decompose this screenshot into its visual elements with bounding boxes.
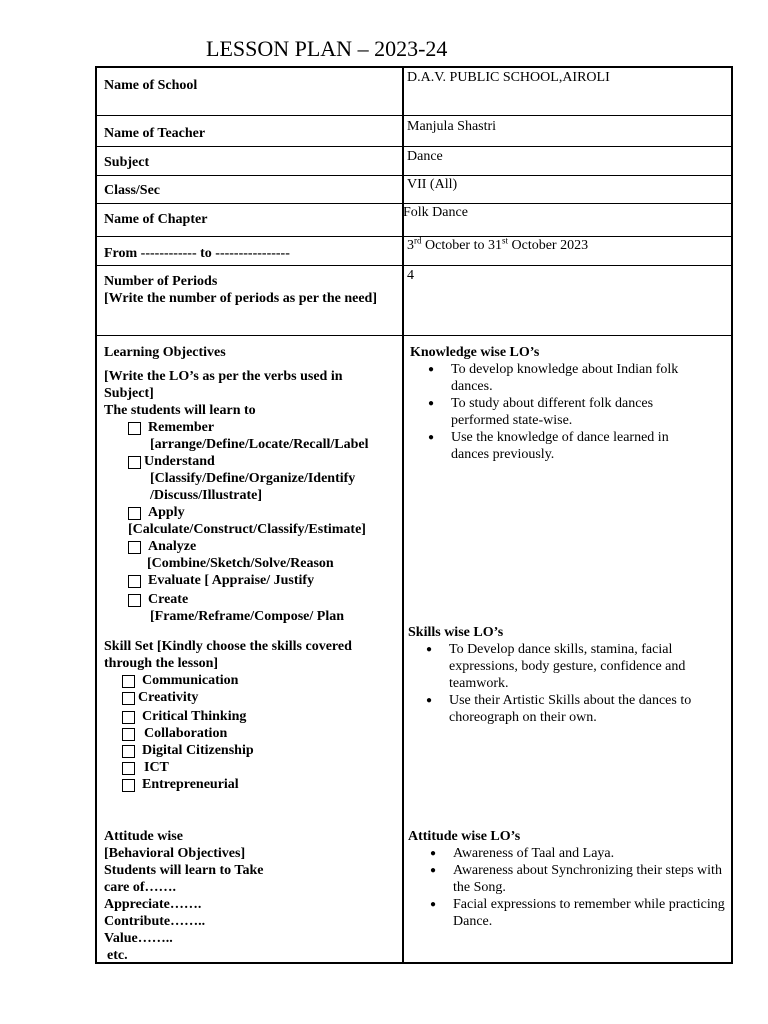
attitude-lo-item: ● Facial expressions to remember while practicing Dance. — [408, 896, 726, 930]
chapter-value: Folk Dance — [403, 205, 468, 220]
checkbox[interactable] — [122, 675, 135, 688]
attitude-line: etc. — [107, 948, 128, 963]
skills-lo-item: ● Use their Artistic Skills about the dances to choreograph on their own. — [408, 692, 698, 726]
level-evaluate: Evaluate [ Appraise/ Justify — [104, 572, 394, 589]
level-apply: Apply — [104, 504, 394, 521]
attitude-line: Students will learn to Take — [104, 863, 264, 878]
learning-objectives — [104, 344, 394, 625]
level-analyze: Analyze — [104, 538, 394, 555]
dates-label: From ------------ to ---------------- — [104, 246, 290, 261]
lo-heading: Learning Objectives — [104, 345, 226, 360]
checkbox[interactable] — [128, 594, 141, 607]
attitude-lo-item: ● Awareness about Synchronizing their steps with the Song. — [408, 862, 726, 896]
checkbox[interactable] — [122, 692, 135, 705]
class-value: VII (All) — [407, 177, 458, 192]
skill-communication: Communication — [104, 672, 364, 689]
checkbox[interactable] — [128, 575, 141, 588]
teacher-label: Name of Teacher — [104, 126, 206, 141]
level-create: Create — [104, 591, 394, 608]
knowledge-lo-item: ● Use the knowledge of dance learned in dances previously. — [410, 429, 680, 463]
row-divider — [97, 265, 731, 266]
subject-value: Dance — [407, 149, 443, 164]
skill-digital-citizenship: Digital Citizenship — [104, 742, 364, 759]
skill-collaboration: Collaboration — [104, 725, 364, 742]
level-apply-verbs: [Calculate/Construct/Classify/Estimate] — [128, 522, 366, 537]
attitude-line: Value…….. — [104, 931, 173, 946]
skill-set-heading: Skill Set [Kindly choose the skills covered through the lesson] — [104, 639, 352, 671]
attitude-lo-item: ● Awareness of Taal and Laya. — [408, 845, 726, 862]
skills-los — [408, 624, 728, 726]
checkbox[interactable] — [122, 711, 135, 724]
chapter-label: Name of Chapter — [104, 212, 208, 227]
school-label: Name of School — [104, 78, 198, 93]
skill-critical-thinking: Critical Thinking — [104, 708, 364, 725]
teacher-value: Manjula Shastri — [407, 119, 497, 134]
skills-lo-item: ● To Develop dance skills, stamina, facial expressions, body gesture, confidence and teamwork. — [408, 641, 698, 692]
attitude-line: Appreciate……. — [104, 897, 202, 912]
skill-creativity: Creativity — [104, 689, 364, 706]
checkbox[interactable] — [122, 728, 135, 741]
level-remember-verbs: [arrange/Define/Locate/Recall/Label — [150, 437, 369, 452]
attitude-line: [Behavioral Objectives] — [104, 846, 246, 861]
lo-instruction: [Write the LO’s as per the verbs used in Subject] — [104, 369, 343, 401]
skill-ict: ICT — [104, 759, 364, 776]
checkbox[interactable] — [122, 745, 135, 758]
level-understand-verbs: [Classify/Define/Organize/Identify /Discuss/Illustrate] — [150, 471, 356, 503]
knowledge-los-heading: Knowledge wise LO’s — [410, 345, 540, 360]
periods-label: Number of Periods [Write the number of periods as per the need] — [104, 273, 384, 307]
attitude-line: Contribute…….. — [104, 914, 206, 929]
attitude-los — [408, 828, 728, 930]
level-remember: Remember — [104, 419, 394, 436]
row-divider — [97, 146, 731, 147]
periods-note: [Write the number of periods as per the need] — [104, 291, 377, 306]
knowledge-lo-item: ● To study about different folk dances performed state-wise. — [410, 395, 680, 429]
checkbox[interactable] — [122, 762, 135, 775]
checkbox[interactable] — [122, 779, 135, 792]
school-value: D.A.V. PUBLIC SCHOOL,AIROLI — [407, 70, 610, 85]
row-divider — [97, 335, 731, 336]
page-title: LESSON PLAN – 2023-24 — [206, 36, 448, 61]
checkbox[interactable] — [128, 541, 141, 554]
skill-entrepreneurial: Entrepreneurial — [104, 776, 364, 793]
attitude-objectives — [104, 828, 324, 964]
lo-intro: The students will learn to — [104, 403, 256, 418]
skill-set — [104, 638, 364, 793]
skills-los-heading: Skills wise LO’s — [408, 625, 504, 640]
attitude-line: Attitude wise — [104, 829, 183, 844]
dates-value: 3rd October to 31st October 2023 — [407, 235, 589, 253]
row-divider — [97, 115, 731, 116]
attitude-line: care of……. — [104, 880, 177, 895]
class-label: Class/Sec — [104, 183, 160, 198]
lesson-plan-table — [95, 66, 733, 964]
level-create-verbs: [Frame/Reframe/Compose/ Plan — [150, 609, 344, 624]
periods-value: 4 — [407, 268, 414, 283]
level-analyze-verbs: [Combine/Sketch/Solve/Reason — [147, 556, 334, 571]
checkbox[interactable] — [128, 456, 141, 469]
level-understand: Understand — [104, 453, 394, 470]
attitude-los-heading: Attitude wise LO’s — [408, 829, 521, 844]
checkbox[interactable] — [128, 507, 141, 520]
knowledge-lo-item: ● To develop knowledge about Indian folk dances. — [410, 361, 680, 395]
subject-label: Subject — [104, 155, 150, 170]
checkbox[interactable] — [128, 422, 141, 435]
knowledge-los — [410, 344, 730, 463]
